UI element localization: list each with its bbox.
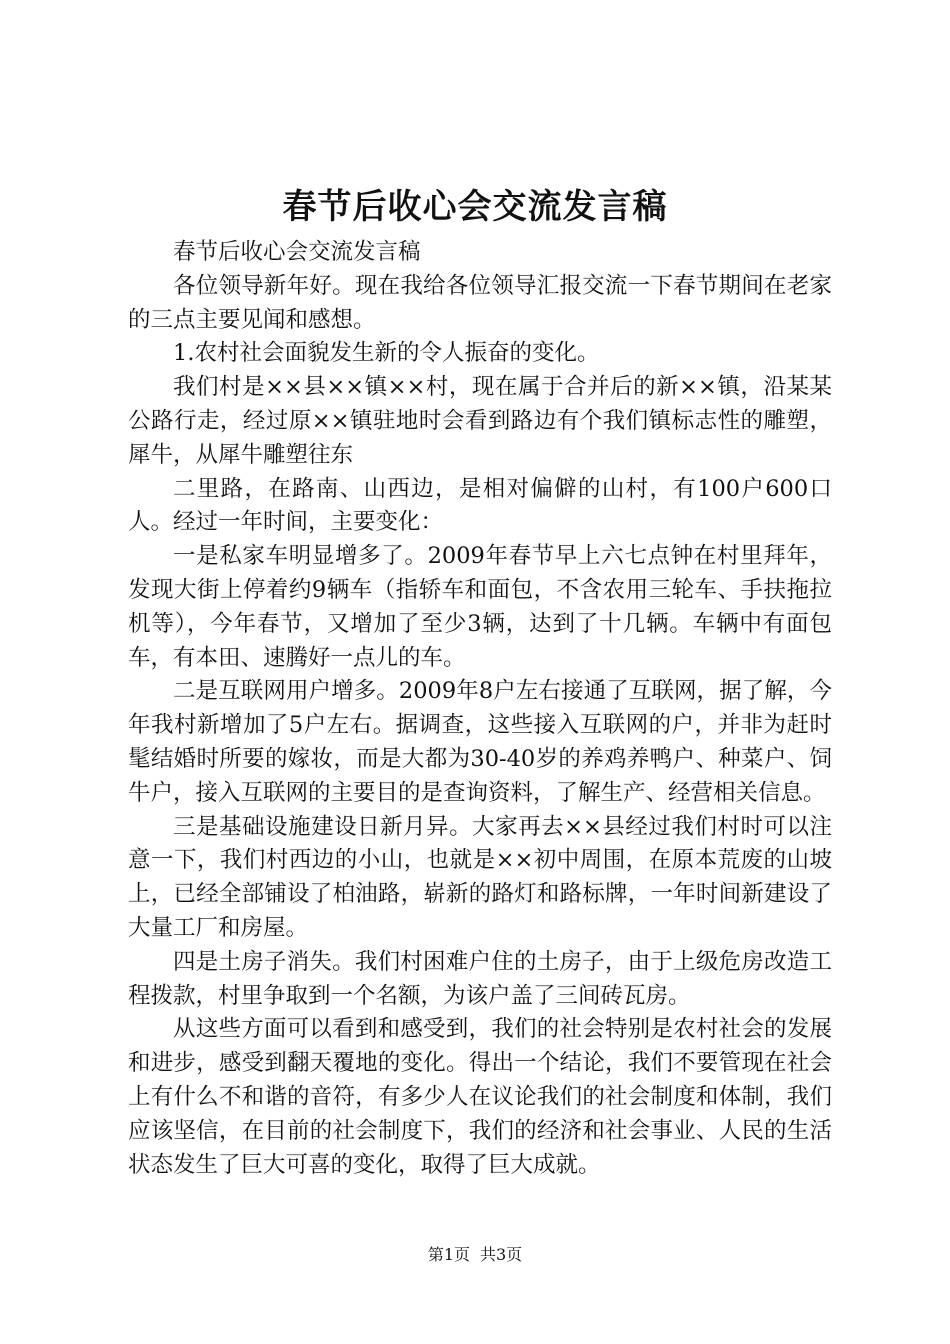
paragraph: 三是基础设施建设日新月异。大家再去××县经过我们村时可以注意一下，我们村西边的小山，也就是××初中周围，在原本荒废的山坡上，已经全部铺设了柏油路，崭新的路灯和路标牌，一年时间新建设了大量工厂和房屋。: [128, 813, 832, 941]
paragraph: 我们村是××县××镇××村，现在属于合并后的新××镇，沿某某公路行走，经过原××镇驻地时会看到路边有个我们镇标志性的雕塑，犀牛，从犀牛雕塑往东: [128, 374, 832, 468]
paragraph: 一是私家车明显增多了。2009年春节早上六七点钟在村里拜年，发现大街上停着约9辆车（指轿车和面包，不含农用三轮车、手扶拖拉机等），今年春节，又增加了至少3辆，达到了十几辆。车辆中有面包车，有本田、速腾好一点儿的车。: [128, 543, 832, 671]
paragraph: 二里路，在路南、山西边，是相对偏僻的山村，有100户600口人。经过一年时间，主要变化：: [128, 475, 832, 536]
paragraph: 春节后收心会交流发言稿: [173, 239, 421, 265]
paragraph: 从这些方面可以看到和感受到，我们的社会特别是农村社会的发展和进步，感受到翻天覆地的变化。得出一个结论，我们不要管现在社会上有什么不和谐的音符，有多少人在议论我们的社会制度和体制，我们应该坚信，在目前的社会制度下，我们的经济和社会事业、人民的生活状态发生了巨大可喜的变化，取得了巨大成就。: [128, 1016, 832, 1178]
paragraph: 二是互联网用户增多。2009年8户左右接通了互联网，据了解，今年我村新增加了5户左右。据调查，这些接入互联网的户，并非为赶时髦结婚时所要的嫁妆，而是大都为30-40岁的养鸡养鸭户、种菜户、饲牛户，接入互联网的主要目的是查询资料，了解生产、经营相关信息。: [128, 678, 832, 806]
document-title: 春节后收心会交流发言稿: [282, 187, 668, 227]
page-number: 第1页: [427, 1245, 470, 1264]
page-total: 共3页: [480, 1245, 523, 1264]
document-body: [128, 236, 832, 1182]
paragraph: 四是土房子消失。我们村困难户住的土房子，由于上级危房改造工程拨款，村里争取到一个名额，为该户盖了三间砖瓦房。: [128, 948, 832, 1009]
paragraph: 各位领导新年好。现在我给各位领导汇报交流一下春节期间在老家的三点主要见闻和感想。: [128, 272, 832, 333]
page-footer: [0, 1244, 950, 1266]
paragraph: 1.农村社会面貌发生新的令人振奋的变化。: [173, 340, 600, 367]
